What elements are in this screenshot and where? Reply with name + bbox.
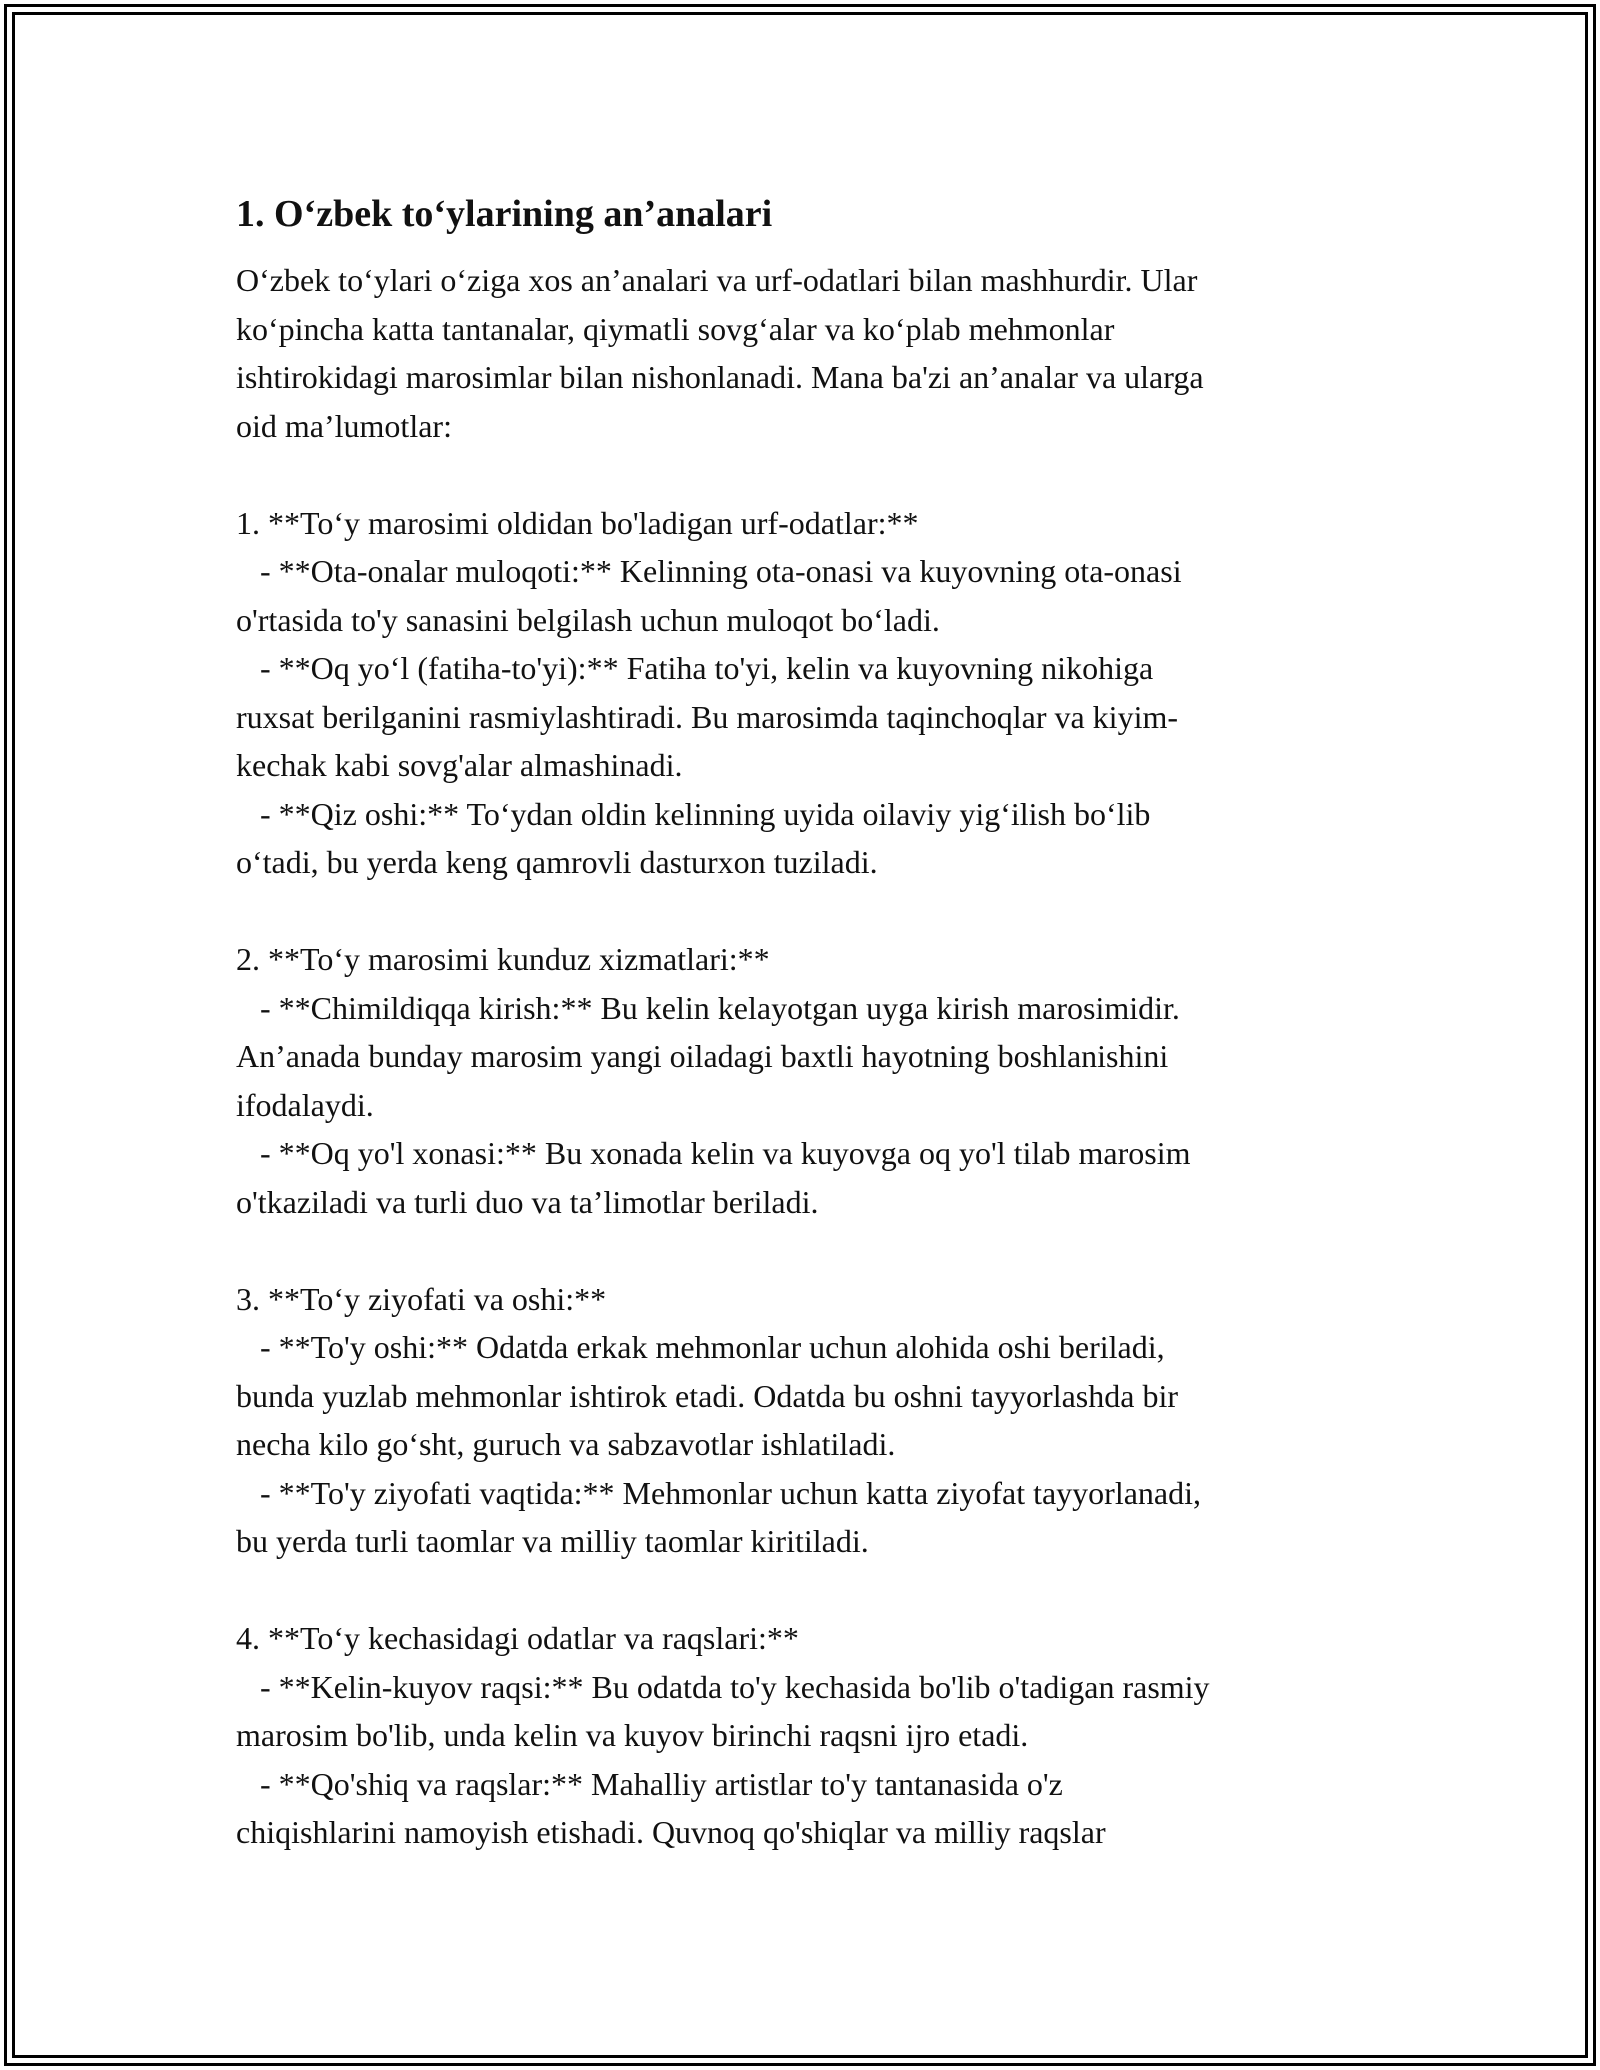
text-line: ishtirokidagi marosimlar bilan nishonlanadi. Mana ba'zi an’analar va ularga (236, 359, 1204, 395)
text-line: 1. **To‘y marosimi oldidan bo'ladigan urf-odatlar:** (236, 504, 919, 541)
text-line: o'rtasida to'y sanasini belgilash uchun muloqot bo‘ladi. (236, 601, 940, 638)
blank-line (236, 450, 1366, 499)
text-line: 4. **To‘y kechasidagi odatlar va raqslari:** (236, 1620, 799, 1656)
text-line: ruxsat berilganini rasmiylashtiradi. Bu marosimda taqinchoqlar va kiyim- (236, 698, 1178, 735)
text-line: - **Qiz oshi:** To‘ydan oldin kelinning uyida oilaviy yig‘ilish bo‘lib (236, 795, 1151, 832)
text-line: ko‘pincha katta tantanalar, qiymatli sovg‘alar va ko‘plab mehmonlar (236, 310, 1115, 347)
text-line: - **To'y ziyofati vaqtida:** Mehmonlar uchun katta ziyofat tayyorlanadi, (236, 1474, 1202, 1511)
text-line: - **Oq yo'l xonasi:** Bu xonada kelin va kuyovga oq yo'l tilab marosim (236, 1135, 1191, 1171)
text-line: oid ma’lumotlar: (236, 407, 452, 444)
text-line: marosim bo'lib, unda kelin va kuyov birinchi raqsni ijro etadi. (236, 1717, 1029, 1753)
text-line: necha kilo go‘sht, guruch va sabzavotlar ishlatiladi. (236, 1426, 896, 1462)
document-body (236, 256, 1366, 1857)
text-line: O‘zbek to‘ylari o‘ziga xos an’analari va urf-odatlari bilan mashhurdir. Ular (236, 262, 1198, 298)
text-line: - **Chimildiqqa kirish:** Bu kelin kelayotgan uyga kirish marosimidir. (236, 989, 1180, 1026)
text-line: - **Kelin-kuyov raqsi:** Bu odatda to'y kechasida bo'lib o'tadigan rasmiy (236, 1668, 1210, 1705)
text-line: 2. **To‘y marosimi kunduz xizmatlari:** (236, 941, 770, 977)
blank-line (236, 1566, 1366, 1615)
text-line: - **To'y oshi:** Odatda erkak mehmonlar uchun alohida oshi beriladi, (236, 1329, 1165, 1365)
text-line: bu yerda turli taomlar va milliy taomlar kiritiladi. (236, 1523, 869, 1559)
text-line: ifodalaydi. (236, 1086, 374, 1123)
text-line: An’anada bunday marosim yangi oiladagi baxtli hayotning boshlanishini (236, 1038, 1169, 1074)
text-line: bunda yuzlab mehmonlar ishtirok etadi. Odatda bu oshni tayyorlashda bir (236, 1377, 1178, 1414)
document-heading: 1. O‘zbek to‘ylarining an’analari (236, 193, 773, 235)
text-line: o‘tadi, bu yerda keng qamrovli dasturxon tuziladi. (236, 844, 878, 880)
document-content (236, 186, 1366, 1857)
blank-line (236, 887, 1366, 936)
text-line: - **Qo'shiq va raqslar:** Mahalliy artistlar to'y tantanasida o'z (236, 1765, 1063, 1802)
text-line: chiqishlarini namoyish etishadi. Quvnoq qo'shiqlar va milliy raqslar (236, 1814, 1106, 1850)
text-line: o'tkaziladi va turli duo va ta’limotlar beriladi. (236, 1183, 819, 1220)
text-line: kechak kabi sovg'alar almashinadi. (236, 747, 683, 783)
blank-line (236, 1226, 1366, 1275)
text-line: 3. **To‘y ziyofati va oshi:** (236, 1280, 607, 1317)
text-line: - **Oq yo‘l (fatiha-to'yi):** Fatiha to'yi, kelin va kuyovning nikohiga (236, 650, 1154, 686)
text-line: - **Ota-onalar muloqoti:** Kelinning ota-onasi va kuyovning ota-onasi (236, 553, 1182, 589)
